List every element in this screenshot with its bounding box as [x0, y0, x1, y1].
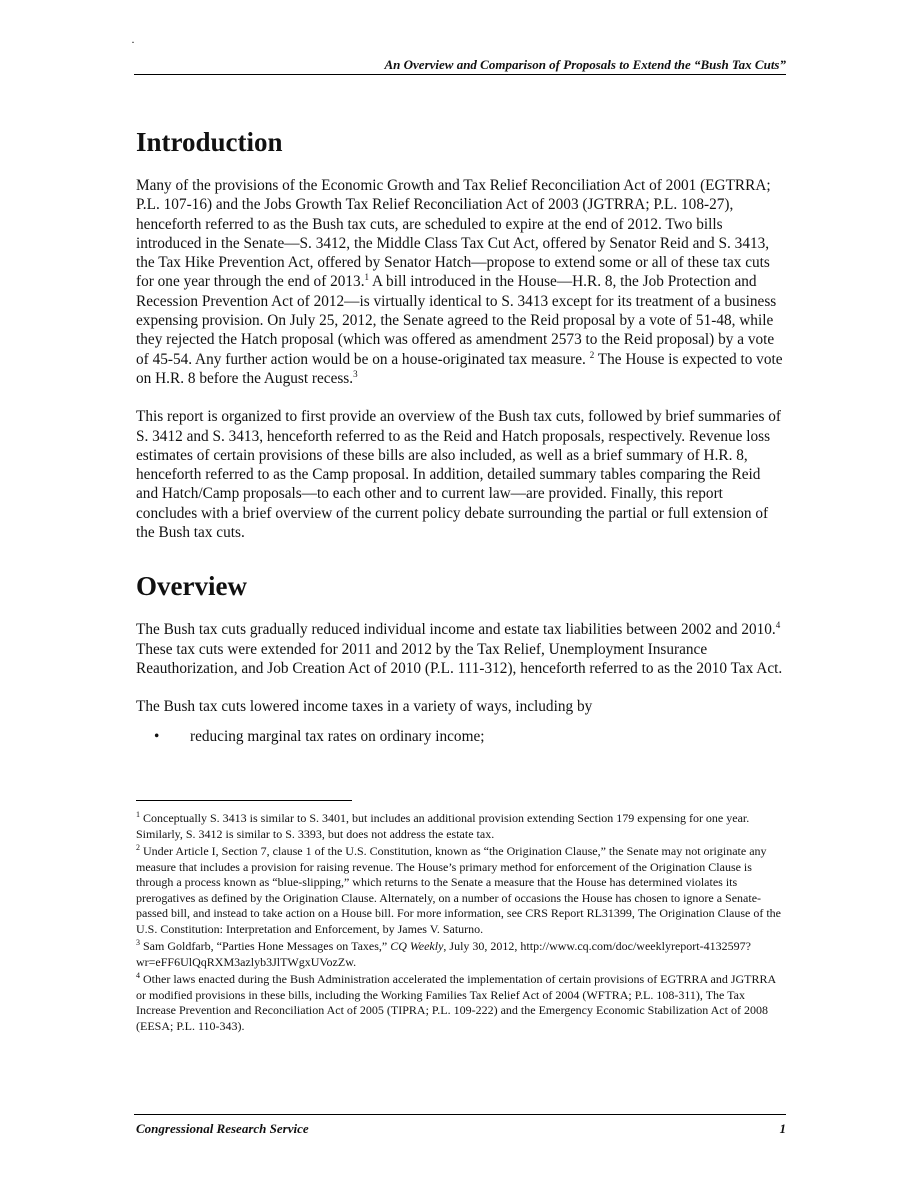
footnote-ref-3[interactable]: 3 [353, 368, 358, 379]
footer-organization: Congressional Research Service [136, 1121, 309, 1136]
bullet-icon: • [154, 727, 160, 745]
intro-paragraph-1 [136, 176, 786, 388]
running-footer [136, 1121, 786, 1137]
intro-paragraph-2: This report is organized to first provide an overview of the Bush tax cuts, followed by brief summaries of S. 3412 and S. 3413, henceforth referred to as the Reid and Hatch proposals, respectively. Revenue loss estimates of certain provisions of these bills are also included, as well as a brief summary of H.R. 8, henceforth referred to as the Camp proposal. In addition, detailed summary tables comparing the Reid and Hatch/Camp proposals—to each other and to current law—are provided. Finally, this report concludes with a brief overview of the current policy debate surrounding the partial or full extension of the Bush tax cuts. [136, 408, 782, 542]
footnote-number: 2 [136, 843, 140, 852]
footnote-number: 3 [136, 938, 140, 947]
footer-rule [134, 1114, 786, 1115]
corner-mark: · [131, 35, 135, 49]
bullet-text: reducing marginal tax rates on ordinary income; [190, 727, 485, 745]
footnote-number: 4 [136, 971, 140, 980]
footnote-ref-1[interactable]: 1 [364, 272, 370, 283]
overview-p1-text-a: The Bush tax cuts gradually reduced individual income and estate tax liabilities between 2002 and 2010. [136, 621, 776, 639]
header-rule [134, 74, 786, 75]
overview-paragraph-2: The Bush tax cuts lowered income taxes in a variety of ways, including by [136, 698, 593, 716]
footnote-text: Under Article I, Section 7, clause 1 of the U.S. Constitution, known as “the Origination Clause,” the Senate may not originate any measure that includes a provision for raising revenue. The House’s primary method for enforcement of the Origination Clause is through a process known as “blue-slipping,” which returns to the Senate a measure that the House has determined violates its prerogatives as defined by the Origination Clause. Alternately, on a number of occasions the House has chosen to ignore a Senate-passed bill, and instead to take action on a House bill. For more information, see CRS Report RL31399, The Origination Clause of the U.S. Constitution: Interpretation and Enforcement, by James V. Saturno. [136, 844, 781, 936]
running-header: An Overview and Comparison of Proposals to Extend the “Bush Tax Cuts” [384, 57, 786, 72]
intro-p1-text-b: A bill introduced in the House—H.R. 8, the Job Protection and Recession Prevention Act of 2012—is virtually identical to S. 3413 except for its treatment of a business expensing provision. On July 25, 2012, the Senate agreed to the Reid proposal by a vote of 51-48, while they rejected the Hatch proposal (which was offered as amendment 2573 to the Reid proposal) by a vote of 45-54. Any further action would be on a house-originated tax measure. [136, 273, 777, 368]
footnote-text: Other laws enacted during the Bush Administration accelerated the implementation of certain provisions of EGTRRA and JGTRRA or modified provisions in these bills, including the Working Families Tax Relief Act of 2004 (WFTRA; P.L. 108-311), The Tax Increase Prevention and Reconciliation Act of 2005 (TIPRA; P.L. 109-222) and the Emergency Economic Stabilization Act of 2008 (EESA; P.L. 110-343). [136, 972, 776, 1033]
footnote-number: 1 [136, 810, 140, 819]
footnote-ref-4[interactable]: 4 [775, 620, 781, 631]
footnote-text: , July 30, 2012, http://www.cq.com/doc/weeklyreport-4132597?wr=eFF6UlQqRXM3azlyb3JlTWgxUVozZw. [136, 939, 751, 969]
body-content [136, 124, 786, 746]
bullet-list [136, 727, 786, 746]
intro-p1-text-a: Many of the provisions of the Economic Growth and Tax Relief Reconciliation Act of 2001 (EGTRRA; P.L. 107-16) and the Jobs Growth Tax Relief Reconciliation Act of 2003 (JGTRRA; P.L. 108-27), henceforth referred to as the Bush tax cuts, are scheduled to expire at the end of 2012. Two bills introduced in the Senate—S. 3412, the Middle Class Tax Cut Act, offered by Senator Reid and S. 3413, the Tax Hike Prevention Act, offered by Senator Hatch—propose to extend some or all of these tax cuts for one year through the end of 2013. [136, 177, 771, 291]
intro-p1-text-c: The House is expected to vote on H.R. 8 before the August recess. [136, 350, 783, 387]
list-item [136, 727, 786, 746]
footnote-2 [136, 844, 786, 937]
introduction-heading: Introduction [136, 127, 283, 157]
footnote-1 [136, 811, 786, 842]
footnote-rule [136, 800, 352, 801]
footnote-ref-2[interactable]: 2 [589, 349, 595, 360]
page-number: 1 [779, 1121, 786, 1136]
footnote-text: Sam Goldfarb, “Parties Hone Messages on Taxes,” [140, 939, 391, 953]
footnote-4 [136, 972, 786, 1034]
overview-heading: Overview [136, 571, 247, 602]
footnote-3 [136, 939, 786, 970]
overview-p1-text-b: These tax cuts were extended for 2011 and 2012 by the Tax Relief, Unemployment Insurance Reauthorization, and Job Creation Act of 2010 (P.L. 111-312), henceforth referred to as the 2010 Tax Act. [136, 640, 783, 677]
publication-title: CQ Weekly [390, 939, 444, 953]
footnotes [136, 811, 786, 1036]
overview-paragraph-1 [136, 620, 786, 678]
footnote-text: Conceptually S. 3413 is similar to S. 3401, but includes an additional provision extending Section 179 expensing for one year. Similarly, S. 3412 is similar to S. 3393, but does not address the estate tax. [136, 811, 750, 841]
